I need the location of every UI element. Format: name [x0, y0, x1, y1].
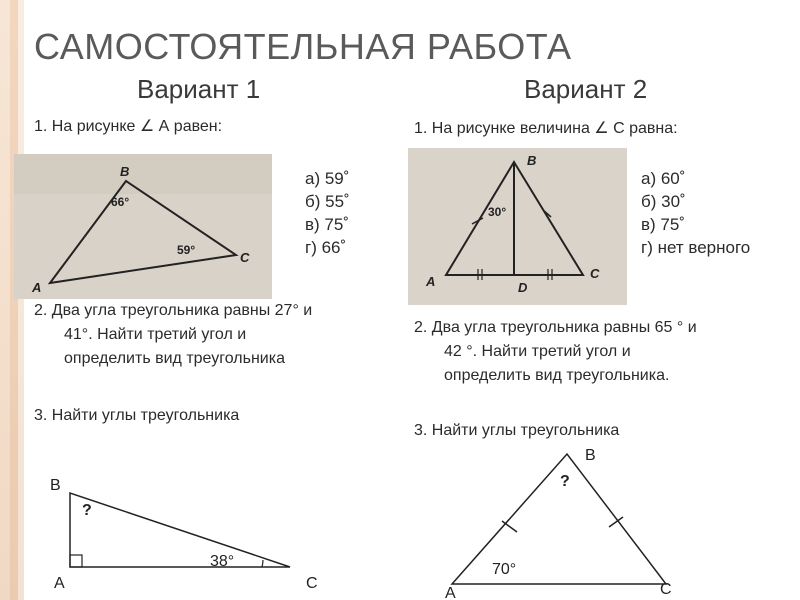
- v2-question-1: 1. На рисунке величина ∠ С равна:: [414, 120, 678, 137]
- variant1-heading: Вариант 1: [137, 74, 261, 104]
- v1f1-label-a: A: [32, 280, 42, 295]
- v1f3-label-c: C: [306, 575, 318, 592]
- v1f3-angle-c: 38°: [210, 553, 235, 570]
- v1-question-2-line1: 2. Два угла треугольника равны 27° и: [34, 302, 313, 319]
- v1f1-angle-c: 59°: [177, 243, 196, 257]
- v1f1-label-c: C: [240, 250, 250, 265]
- v1-figure-3: [40, 466, 330, 600]
- v2f1-label-b: B: [527, 153, 537, 168]
- v2f1-label-c: C: [590, 266, 600, 281]
- v1-question-1: 1. На рисунке ∠ А равен:: [34, 118, 223, 135]
- v2f1-label-a: A: [426, 274, 436, 289]
- v1-question-2-line3: определить вид треугольника: [64, 350, 285, 367]
- decor-stripe-2: [10, 0, 18, 600]
- v1f1-angle-b: 66°: [111, 195, 130, 209]
- v2f1-label-d: D: [518, 280, 528, 295]
- v1f3-label-b: B: [50, 477, 61, 494]
- v1-option-b: б) 55˚: [305, 192, 350, 211]
- v2-figure-3: [430, 442, 700, 600]
- v1-options: [305, 167, 350, 259]
- v2-option-b: б) 30˚: [641, 192, 686, 211]
- v2f3-unknown: ?: [560, 473, 570, 490]
- decor-stripe-1: [0, 0, 10, 600]
- v2f3-label-a: A: [445, 585, 456, 600]
- v1f1-label-b: B: [120, 164, 130, 179]
- v2f1-angle: 30°: [488, 205, 507, 219]
- v1f3-unknown: ?: [82, 502, 92, 519]
- v1f3-label-a: A: [54, 575, 65, 592]
- v1-figure-1: [14, 154, 272, 299]
- decor-stripe-3: [18, 0, 24, 600]
- v2-option-d: г) нет верного: [641, 238, 751, 257]
- v1-option-d: г) 66˚: [305, 238, 347, 257]
- v1-option-a: а) 59˚: [305, 169, 350, 188]
- v1-question-2-line2: 41°. Найти третий угол и: [64, 326, 247, 343]
- v2-figure-1: [408, 148, 627, 305]
- v1-question-3: 3. Найти углы треугольника: [34, 407, 240, 424]
- v2-option-a: а) 60˚: [641, 169, 686, 188]
- v2-question-2-line1: 2. Два угла треугольника равны 65 ° и: [414, 319, 697, 336]
- variant2-heading: Вариант 2: [524, 74, 648, 104]
- v2f3-label-b: B: [585, 447, 596, 464]
- v2f3-angle-a: 70°: [492, 561, 517, 578]
- v1-option-c: в) 75˚: [305, 215, 349, 234]
- v2f3-label-c: C: [660, 581, 672, 598]
- v2-question-2-line3: определить вид треугольника.: [444, 367, 670, 384]
- page-title: САМОСТОЯТЕЛЬНАЯ РАБОТА: [34, 26, 572, 67]
- v2-question-2-line2: 42 °. Найти третий угол и: [444, 343, 631, 360]
- v2-options: [641, 167, 750, 259]
- v2-question-3: 3. Найти углы треугольника: [414, 422, 620, 439]
- v2-option-c: в) 75˚: [641, 215, 685, 234]
